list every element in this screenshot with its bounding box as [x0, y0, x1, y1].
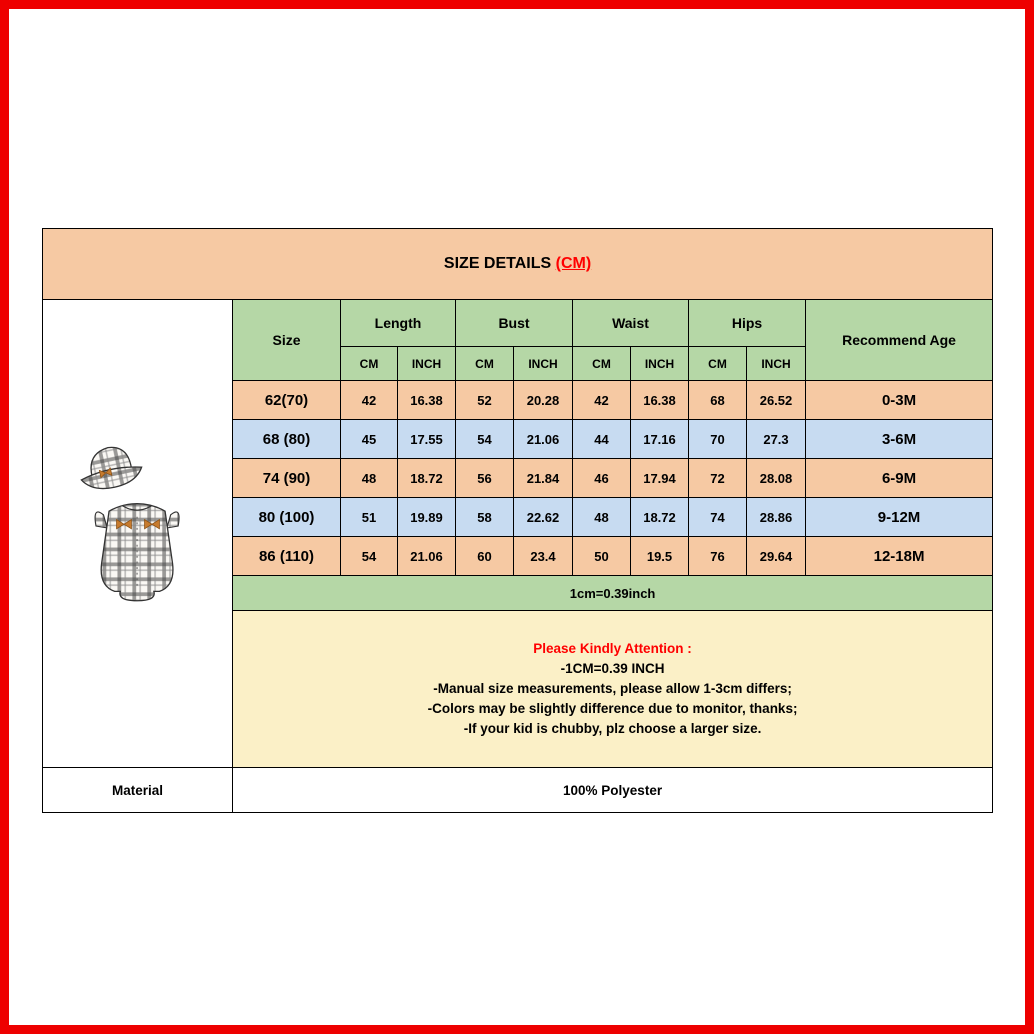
- cell: 21.06: [514, 420, 573, 459]
- cell: 51: [341, 498, 398, 537]
- size-details-table: [42, 228, 993, 813]
- cell: 17.16: [631, 420, 689, 459]
- table-title-row: [43, 229, 993, 300]
- size-value: 74 (90): [233, 459, 341, 498]
- unit-inch: INCH: [398, 347, 456, 381]
- column-header-length: Length: [341, 300, 456, 347]
- cell: 17.55: [398, 420, 456, 459]
- cell: 17.94: [631, 459, 689, 498]
- size-value: 68 (80): [233, 420, 341, 459]
- attention-title: Please Kindly Attention :: [533, 641, 692, 656]
- cell: 29.64: [747, 537, 806, 576]
- age-value: 9-12M: [806, 498, 993, 537]
- age-value: 12-18M: [806, 537, 993, 576]
- attention-line: -1CM=0.39 INCH: [560, 661, 665, 676]
- cell: 23.4: [514, 537, 573, 576]
- unit-inch: INCH: [747, 347, 806, 381]
- cell: 26.52: [747, 381, 806, 420]
- cell: 22.62: [514, 498, 573, 537]
- age-value: 6-9M: [806, 459, 993, 498]
- cell: 28.86: [747, 498, 806, 537]
- column-header-size: Size: [233, 300, 341, 381]
- column-header-bust: Bust: [456, 300, 573, 347]
- table-title: [43, 229, 993, 300]
- cell: 45: [341, 420, 398, 459]
- age-value: 3-6M: [806, 420, 993, 459]
- cell: 60: [456, 537, 514, 576]
- column-header-waist: Waist: [573, 300, 689, 347]
- table-title-cm: (CM): [555, 255, 592, 272]
- attention-line: -Manual size measurements, please allow 1-3cm differs;: [433, 681, 792, 696]
- material-row: [43, 768, 993, 813]
- unit-inch: INCH: [514, 347, 573, 381]
- table-title-text: SIZE DETAILS: [443, 255, 556, 272]
- cell: 16.38: [398, 381, 456, 420]
- unit-inch: INCH: [631, 347, 689, 381]
- cell: 21.84: [514, 459, 573, 498]
- material-value: 100% Polyester: [233, 768, 993, 813]
- romper-icon: [95, 503, 179, 600]
- attention-line: -If your kid is chubby, plz choose a larger size.: [463, 721, 762, 736]
- cell: 48: [573, 498, 631, 537]
- cell: 58: [456, 498, 514, 537]
- cell: 21.06: [398, 537, 456, 576]
- cell: 70: [689, 420, 747, 459]
- cell: 72: [689, 459, 747, 498]
- hat-icon: [75, 441, 144, 493]
- cell: 42: [573, 381, 631, 420]
- cell: 42: [341, 381, 398, 420]
- cell: 19.5: [631, 537, 689, 576]
- size-value: 86 (110): [233, 537, 341, 576]
- cell: 54: [456, 420, 514, 459]
- product-image: [68, 438, 208, 630]
- cell: 27.3: [747, 420, 806, 459]
- column-header-age: Recommend Age: [806, 300, 993, 381]
- cell: 18.72: [398, 459, 456, 498]
- cell: 50: [573, 537, 631, 576]
- column-header-hips: Hips: [689, 300, 806, 347]
- cell: 20.28: [514, 381, 573, 420]
- unit-cm: CM: [456, 347, 514, 381]
- cell: 44: [573, 420, 631, 459]
- cell: 19.89: [398, 498, 456, 537]
- cell: 18.72: [631, 498, 689, 537]
- size-value: 62(70): [233, 381, 341, 420]
- cell: 48: [341, 459, 398, 498]
- size-value: 80 (100): [233, 498, 341, 537]
- unit-cm: CM: [689, 347, 747, 381]
- unit-cm: CM: [341, 347, 398, 381]
- attention-line: -Colors may be slightly difference due to monitor, thanks;: [427, 701, 798, 716]
- cell: 28.08: [747, 459, 806, 498]
- product-image-cell: [43, 300, 233, 768]
- material-label: Material: [43, 768, 233, 813]
- cell: 76: [689, 537, 747, 576]
- cell: 68: [689, 381, 747, 420]
- cell: 54: [341, 537, 398, 576]
- attention-block: [233, 611, 993, 768]
- conversion-note: 1cm=0.39inch: [233, 576, 993, 611]
- cell: 52: [456, 381, 514, 420]
- cell: 46: [573, 459, 631, 498]
- cell: 16.38: [631, 381, 689, 420]
- age-value: 0-3M: [806, 381, 993, 420]
- cell: 56: [456, 459, 514, 498]
- cell: 74: [689, 498, 747, 537]
- column-header-row: [43, 300, 993, 347]
- unit-cm: CM: [573, 347, 631, 381]
